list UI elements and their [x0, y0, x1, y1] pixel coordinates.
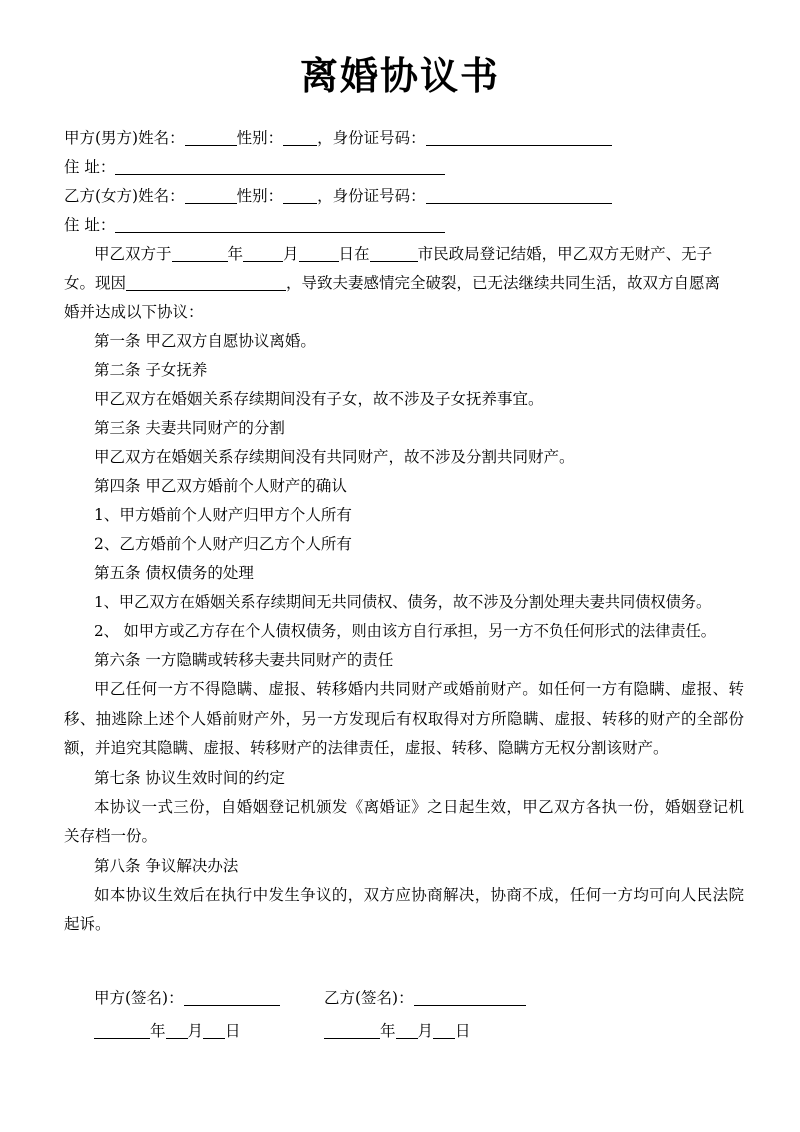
- party-b-date: [324, 1015, 471, 1048]
- party-b-id-label: ，身份证号码：: [317, 187, 426, 205]
- intro-line-2: [64, 269, 744, 298]
- party-b-name-blank: [185, 185, 237, 204]
- clause-heading: 第六条 一方隐瞒或转移夫妻共同财产的责任: [94, 651, 394, 669]
- day-label: 日: [455, 1022, 471, 1040]
- month-label: 月: [417, 1022, 434, 1040]
- party-b-gender-blank: [283, 185, 317, 204]
- party-a-name-blank: [185, 127, 237, 146]
- party-b-signature: [324, 982, 526, 1015]
- party-a-address-label: 住 址：: [64, 158, 116, 176]
- party-a-day-blank: [203, 1020, 225, 1039]
- party-a-signature-label: 甲方(签名)：: [94, 989, 184, 1007]
- clause-heading: 第一条 甲乙双方自愿协议离婚。: [94, 332, 316, 350]
- clause-heading: 第四条 甲乙双方婚前个人财产的确认: [94, 477, 347, 495]
- party-a-info-line: [64, 124, 744, 153]
- document-title: 离婚协议书: [299, 53, 500, 98]
- month-label: 月: [283, 245, 299, 263]
- document-body: [64, 124, 744, 940]
- clause-paragraph: 甲乙任何一方不得隐瞒、虚报、转移婚内共同财产或婚前财产。如任何一方有隐瞒、虚报、转移、抽逃除上述个人婚前财产外，另一方发现后有权取得对方所隐瞒、虚报、转移的财产的全部份额，并追究其隐瞒、虚报、转移财产的法律责任，虚报、转移、隐瞒方无权分割该财产。: [64, 680, 744, 757]
- marriage-month-blank: [243, 243, 283, 262]
- marriage-day-blank: [299, 243, 339, 262]
- party-a-gender-blank: [283, 127, 317, 146]
- month-label: 月: [187, 1022, 204, 1040]
- party-a-signature-blank: [184, 987, 280, 1006]
- marriage-year-blank: [172, 243, 228, 262]
- party-b-signature-label: 乙方(签名)：: [324, 989, 414, 1007]
- clause-heading: 第五条 债权债务的处理: [94, 564, 254, 582]
- clause-paragraph: 本协议一式三份，自婚姻登记机颁发《离婚证》之日起生效，甲乙双方各执一份，婚姻登记机关存档一份。: [64, 797, 744, 845]
- clause-heading: 第二条 子女抚养: [94, 361, 208, 379]
- year-label: 年: [150, 1022, 166, 1040]
- day-label: 日: [225, 1022, 241, 1040]
- party-a-address-line: [64, 153, 744, 182]
- party-b-info-line: [64, 182, 744, 211]
- party-b-gender-label: 性别：: [236, 187, 284, 205]
- clause-item: 1、甲乙双方在婚姻关系存续期间无共同债权、债务，故不涉及分割处理夫妻共同债权债务。: [94, 593, 712, 611]
- party-b-year-blank: [324, 1020, 380, 1039]
- intro-text: 市民政局登记结婚，甲乙双方无财产、无子: [417, 245, 713, 263]
- party-a-year-blank: [94, 1020, 150, 1039]
- clause-item: 2、 如甲方或乙方存在个人债权债务，则由该方自行承担，另一方不负任何形式的法律责任。: [94, 622, 716, 640]
- party-a-gender-label: 性别：: [236, 129, 284, 147]
- party-b-address-blank: [115, 214, 445, 233]
- party-a-id-label: ，身份证号码：: [317, 129, 426, 147]
- clause-text: 甲乙双方在婚姻关系存续期间没有共同财产，故不涉及分割共同财产。: [94, 448, 575, 466]
- day-label: 日在: [338, 245, 370, 263]
- party-b-signature-blank: [414, 987, 526, 1006]
- intro-line-3: 婚并达成以下协议：: [64, 303, 204, 321]
- clause-item: 2、乙方婚前个人财产归乙方个人所有: [94, 535, 352, 553]
- signature-block: [94, 982, 754, 1048]
- year-label: 年: [227, 245, 244, 263]
- party-b-day-blank: [433, 1020, 455, 1039]
- party-b-id-blank: [426, 185, 612, 204]
- clause-item: 1、甲方婚前个人财产归甲方个人所有: [94, 506, 352, 524]
- party-a-id-blank: [426, 127, 612, 146]
- party-a-address-blank: [115, 156, 445, 175]
- intro-line-1: [64, 240, 744, 269]
- reason-blank: [126, 272, 286, 291]
- clause-heading: 第三条 夫妻共同财产的分割: [94, 419, 285, 437]
- signature-row: [94, 982, 754, 1015]
- party-b-month-blank: [396, 1020, 418, 1039]
- city-blank: [370, 243, 418, 262]
- party-b-address-label: 住 址：: [64, 216, 116, 234]
- party-a-name-label: 甲方(男方)姓名：: [64, 129, 185, 147]
- party-a-month-blank: [166, 1020, 188, 1039]
- intro-text: 甲乙双方于: [94, 245, 172, 263]
- clause-paragraph: 如本协议生效后在执行中发生争议的，双方应协商解决，协商不成，任何一方均可向人民法院起诉。: [64, 885, 744, 933]
- intro-text: ，导致夫妻感情完全破裂，已无法继续共同生活，故双方自愿离: [286, 274, 721, 292]
- clause-heading: 第七条 协议生效时间的约定: [94, 768, 285, 787]
- clause-text: 甲乙双方在婚姻关系存续期间没有子女，故不涉及子女抚养事宜。: [94, 390, 544, 408]
- intro-text: 女。现因: [64, 274, 127, 292]
- year-label: 年: [380, 1022, 396, 1040]
- clause-heading: 第八条 争议解决办法: [94, 856, 239, 875]
- party-b-name-label: 乙方(女方)姓名：: [64, 187, 185, 205]
- date-row: [94, 1015, 754, 1048]
- party-b-address-line: [64, 211, 744, 240]
